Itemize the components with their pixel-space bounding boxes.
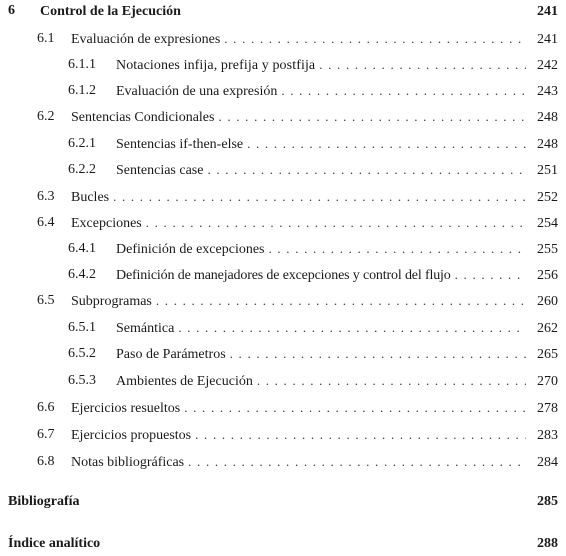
- toc-section-row[interactable]: [0, 397, 566, 419]
- dot-leader: [230, 343, 526, 365]
- subsection-page: 248: [537, 137, 558, 152]
- section-page: 260: [537, 294, 558, 309]
- section-title: Bucles: [71, 190, 110, 205]
- dot-leader: [146, 212, 526, 234]
- backmatter-page: 285: [537, 494, 558, 509]
- toc-section-row[interactable]: [0, 186, 566, 208]
- toc-section-row[interactable]: [0, 424, 566, 446]
- subsection-title: Evaluación de una expresión: [116, 84, 278, 99]
- section-title: Excepciones: [71, 216, 142, 231]
- toc-subsection-row[interactable]: [0, 133, 566, 155]
- subsection-title: Definición de excepciones: [116, 242, 265, 257]
- subsection-page: 251: [537, 163, 558, 178]
- subsection-title: Notaciones infija, prefija y postfija: [116, 58, 316, 73]
- toc-subsection-row[interactable]: [0, 238, 566, 260]
- subsection-page: 242: [537, 58, 558, 73]
- dot-leader: [224, 28, 526, 50]
- toc-backmatter-row[interactable]: [0, 490, 566, 512]
- chapter-title: Control de la Ejecución: [40, 4, 181, 19]
- subsection-number: 6.4.2: [68, 267, 96, 282]
- toc-subsection-row[interactable]: [0, 54, 566, 76]
- toc-section-row[interactable]: [0, 451, 566, 473]
- chapter-page: 241: [537, 4, 558, 19]
- toc-subsection-row[interactable]: [0, 159, 566, 181]
- section-page: 254: [537, 216, 558, 231]
- section-number: 6.2: [37, 109, 55, 124]
- section-page: 248: [537, 110, 558, 125]
- dot-leader: [218, 106, 526, 128]
- backmatter-title: Bibliografía: [8, 494, 80, 509]
- toc-subsection-row[interactable]: [0, 80, 566, 102]
- dot-leader: [207, 159, 526, 181]
- section-number: 6.3: [37, 189, 55, 204]
- dot-leader: [178, 317, 526, 339]
- toc-subsection-row[interactable]: [0, 370, 566, 392]
- section-number: 6.4: [37, 215, 55, 230]
- subsection-title: Semántica: [116, 321, 175, 336]
- dot-leader: [247, 133, 526, 155]
- section-number: 6.6: [37, 400, 55, 415]
- dot-leader: [113, 186, 526, 208]
- dot-leader: [257, 370, 526, 392]
- section-title: Ejercicios propuestos: [71, 428, 192, 443]
- toc-backmatter-row[interactable]: [0, 532, 566, 554]
- dot-leader: [195, 424, 526, 446]
- subsection-page: 243: [537, 84, 558, 99]
- subsection-page: 262: [537, 321, 558, 336]
- toc-subsection-row[interactable]: [0, 317, 566, 339]
- section-number: 6.5: [37, 293, 55, 308]
- section-number: 6.8: [37, 454, 55, 469]
- section-page: 278: [537, 401, 558, 416]
- subsection-number: 6.5.2: [68, 346, 96, 361]
- toc-section-row[interactable]: [0, 28, 566, 50]
- subsection-page: 265: [537, 347, 558, 362]
- subsection-number: 6.4.1: [68, 241, 96, 256]
- section-number: 6.7: [37, 427, 55, 442]
- dot-leader: [156, 290, 526, 312]
- section-page: 283: [537, 428, 558, 443]
- section-page: 252: [537, 190, 558, 205]
- section-number: 6.1: [37, 31, 55, 46]
- dot-leader: [269, 238, 527, 260]
- subsection-number: 6.1.1: [68, 57, 96, 72]
- toc-section-row[interactable]: [0, 106, 566, 128]
- dot-leader: [184, 397, 526, 419]
- toc-chapter-row[interactable]: [0, 0, 566, 22]
- backmatter-page: 288: [537, 536, 558, 551]
- section-title: Ejercicios resueltos: [71, 401, 181, 416]
- subsection-title: Sentencias case: [116, 163, 204, 178]
- section-title: Notas bibliográficas: [71, 455, 185, 470]
- subsection-page: 255: [537, 242, 558, 257]
- section-title: Sentencias Condicionales: [71, 110, 215, 125]
- dot-leader: [455, 264, 526, 286]
- subsection-number: 6.5.3: [68, 373, 96, 388]
- subsection-page: 256: [537, 268, 558, 283]
- section-title: Evaluación de expresiones: [71, 32, 221, 47]
- toc-section-row[interactable]: [0, 212, 566, 234]
- dot-leader: [319, 54, 526, 76]
- section-page: 284: [537, 455, 558, 470]
- subsection-title: Sentencias if-then-else: [116, 137, 244, 152]
- subsection-number: 6.5.1: [68, 320, 96, 335]
- subsection-number: 6.2.1: [68, 136, 96, 151]
- section-title: Subprogramas: [71, 294, 152, 309]
- toc-subsection-row[interactable]: [0, 343, 566, 365]
- subsection-title: Paso de Parámetros: [116, 347, 226, 362]
- subsection-title: Definición de manejadores de excepciones y control del flujo: [116, 268, 451, 283]
- subsection-page: 270: [537, 374, 558, 389]
- section-page: 241: [537, 32, 558, 47]
- subsection-number: 6.2.2: [68, 162, 96, 177]
- toc-section-row[interactable]: [0, 290, 566, 312]
- dot-leader: [188, 451, 526, 473]
- chapter-number: 6: [8, 3, 15, 18]
- toc-subsection-row[interactable]: [0, 264, 566, 286]
- subsection-number: 6.1.2: [68, 83, 96, 98]
- subsection-title: Ambientes de Ejecución: [116, 374, 253, 389]
- dot-leader: [281, 80, 526, 102]
- backmatter-title: Índice analítico: [8, 536, 101, 551]
